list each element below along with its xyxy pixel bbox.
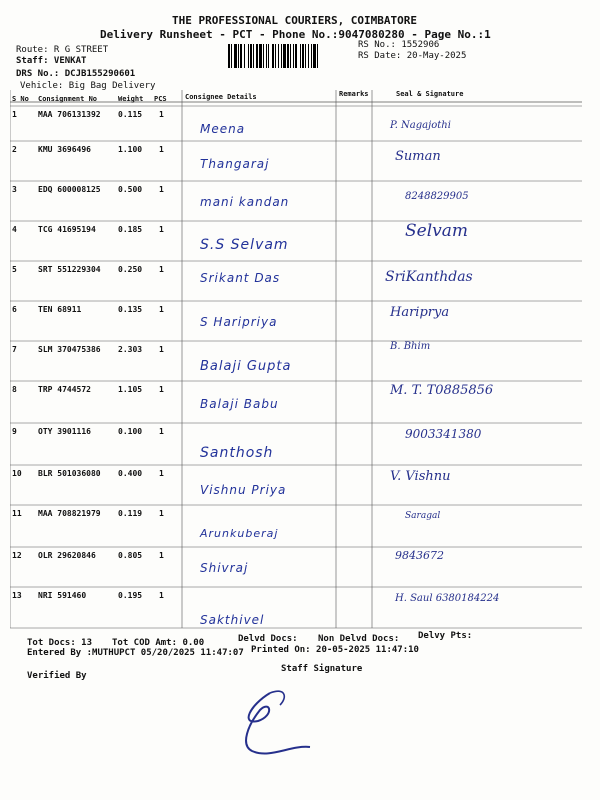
vehicle: Vehicle: Big Bag Delivery [20, 81, 156, 91]
row-5-signature: SriKanthdas [385, 269, 473, 285]
row-7-signature: B. Bhim [390, 341, 431, 352]
row-12-consignment: OLR 29620846 [38, 551, 96, 560]
row-11-signature: Saragal [405, 511, 441, 521]
row-10-weight: 0.400 [118, 469, 143, 478]
row-7-consignment: SLM 370475386 [38, 345, 101, 354]
row-8-consignment: TRP 4744572 [38, 385, 91, 394]
row-4-pcs: 1 [159, 225, 164, 234]
row-9-consignment: OTY 3901116 [38, 427, 91, 436]
row-10-sno: 10 [12, 469, 22, 478]
row-9-pcs: 1 [159, 427, 164, 436]
rs-date: RS Date: 20-May-2025 [358, 51, 467, 61]
row-4-consignee-handwritten: S.S Selvam [200, 237, 289, 253]
row-4-weight: 0.185 [118, 225, 143, 234]
row-8-pcs: 1 [159, 385, 164, 394]
col-consignee: Consignee Details [185, 93, 257, 101]
row-12-sno: 12 [12, 551, 22, 560]
row-2-signature: Suman [395, 149, 441, 164]
row-11-pcs: 1 [159, 509, 164, 518]
row-11-consignee-handwritten: Arunkuberaj [200, 527, 279, 540]
col-pcs: PCS [154, 95, 167, 103]
row-2-consignee-handwritten: Thangaraj [200, 157, 270, 171]
row-6-consignment: TEN 68911 [38, 305, 82, 314]
barcode [228, 44, 353, 68]
row-2-consignment: KMU 3696496 [38, 145, 91, 154]
company-title: THE PROFESSIONAL COURIERS, COIMBATORE [172, 14, 418, 27]
row-6-pcs: 1 [159, 305, 164, 314]
row-12-consignee-handwritten: Shivraj [200, 561, 249, 575]
row-7-consignee-handwritten: Balaji Gupta [200, 359, 292, 374]
row-9-signature: 9003341380 [405, 427, 482, 441]
row-9-sno: 9 [12, 427, 17, 436]
row-10-consignment: BLR 501036080 [38, 469, 101, 478]
col-remarks: Remarks [339, 90, 369, 98]
tot-docs: Tot Docs: 13 [27, 638, 93, 648]
row-9-weight: 0.100 [118, 427, 143, 436]
row-7-sno: 7 [12, 345, 17, 354]
delvd-docs: Delvd Docs: [238, 634, 298, 644]
row-3-sno: 3 [12, 185, 17, 194]
row-8-sno: 8 [12, 385, 17, 394]
row-3-pcs: 1 [159, 185, 164, 194]
row-1-consignment: MAA 706131392 [38, 110, 101, 119]
row-7-pcs: 1 [159, 345, 164, 354]
row-13-signature: H. Saul 6380184224 [395, 593, 500, 604]
row-8-signature: M. T. T0885856 [390, 383, 494, 398]
row-13-consignee-handwritten: Sakthivel [200, 613, 265, 627]
row-2-weight: 1.100 [118, 145, 143, 154]
row-4-sno: 4 [12, 225, 17, 234]
rs-number: RS No.: 1552906 [358, 40, 440, 50]
drs-number: DRS No.: DCJB155290601 [16, 69, 136, 79]
row-11-sno: 11 [12, 509, 22, 518]
row-3-consignee-handwritten: mani kandan [200, 195, 290, 209]
row-4-signature: Selvam [405, 221, 469, 241]
row-1-sno: 1 [12, 110, 17, 119]
row-1-signature: P. Nagajothi [390, 120, 451, 131]
row-6-weight: 0.135 [118, 305, 143, 314]
row-3-signature: 8248829905 [405, 191, 469, 202]
row-5-weight: 0.250 [118, 265, 143, 274]
row-9-consignee-handwritten: Santhosh [200, 445, 274, 461]
row-12-signature: 9843672 [395, 549, 444, 562]
non-delvd-docs: Non Delvd Docs: [318, 634, 400, 644]
staff-signature-label: Staff Signature [281, 664, 363, 674]
delvy-pts: Delvy Pts: [418, 631, 473, 641]
row-11-consignment: MAA 708821979 [38, 509, 101, 518]
row-4-consignment: TCG 41695194 [38, 225, 96, 234]
row-13-sno: 13 [12, 591, 22, 600]
row-3-weight: 0.500 [118, 185, 143, 194]
tot-cod-amt: Tot COD Amt: 0.00 [112, 638, 205, 648]
entered-by: Entered By :MUTHUPCT 05/20/2025 11:47:07 [27, 648, 244, 658]
row-1-pcs: 1 [159, 110, 164, 119]
verified-by: Verified By [27, 671, 87, 681]
row-7-weight: 2.303 [118, 345, 143, 354]
row-6-signature: Hariprya [390, 305, 450, 320]
runsheet-table [10, 90, 582, 632]
printed-on: Printed On: 20-05-2025 11:47:10 [251, 645, 419, 655]
row-5-consignee-handwritten: Srikant Das [200, 271, 281, 285]
row-11-weight: 0.119 [118, 509, 143, 518]
staff-signature-scribble [230, 685, 320, 765]
row-5-consignment: SRT 551229304 [38, 265, 101, 274]
row-2-sno: 2 [12, 145, 17, 154]
row-10-consignee-handwritten: Vishnu Priya [200, 483, 287, 497]
col-sno: S No [12, 95, 29, 103]
row-1-weight: 0.115 [118, 110, 143, 119]
row-13-consignment: NRI 591460 [38, 591, 87, 600]
row-3-consignment: EDQ 600008125 [38, 185, 101, 194]
row-6-consignee-handwritten: S Haripriya [200, 315, 278, 329]
row-8-weight: 1.105 [118, 385, 143, 394]
col-weight: Weight [118, 95, 144, 103]
row-13-weight: 0.195 [118, 591, 143, 600]
row-6-sno: 6 [12, 305, 17, 314]
runsheet-title: Delivery Runsheet - PCT - Phone No.:9047080280 - Page No.:1 [100, 28, 491, 41]
row-2-pcs: 1 [159, 145, 164, 154]
row-1-consignee-handwritten: Meena [200, 122, 246, 136]
row-13-pcs: 1 [159, 591, 164, 600]
row-5-sno: 5 [12, 265, 17, 274]
col-consignment: Consignment No [38, 95, 98, 103]
row-10-pcs: 1 [159, 469, 164, 478]
row-5-pcs: 1 [159, 265, 164, 274]
staff: Staff: VENKAT [16, 56, 87, 66]
route: Route: R G STREET [16, 45, 109, 55]
row-10-signature: V. Vishnu [390, 469, 451, 484]
row-8-consignee-handwritten: Balaji Babu [200, 397, 279, 411]
row-12-weight: 0.805 [118, 551, 143, 560]
row-12-pcs: 1 [159, 551, 164, 560]
col-seal: Seal & Signature [396, 90, 464, 98]
